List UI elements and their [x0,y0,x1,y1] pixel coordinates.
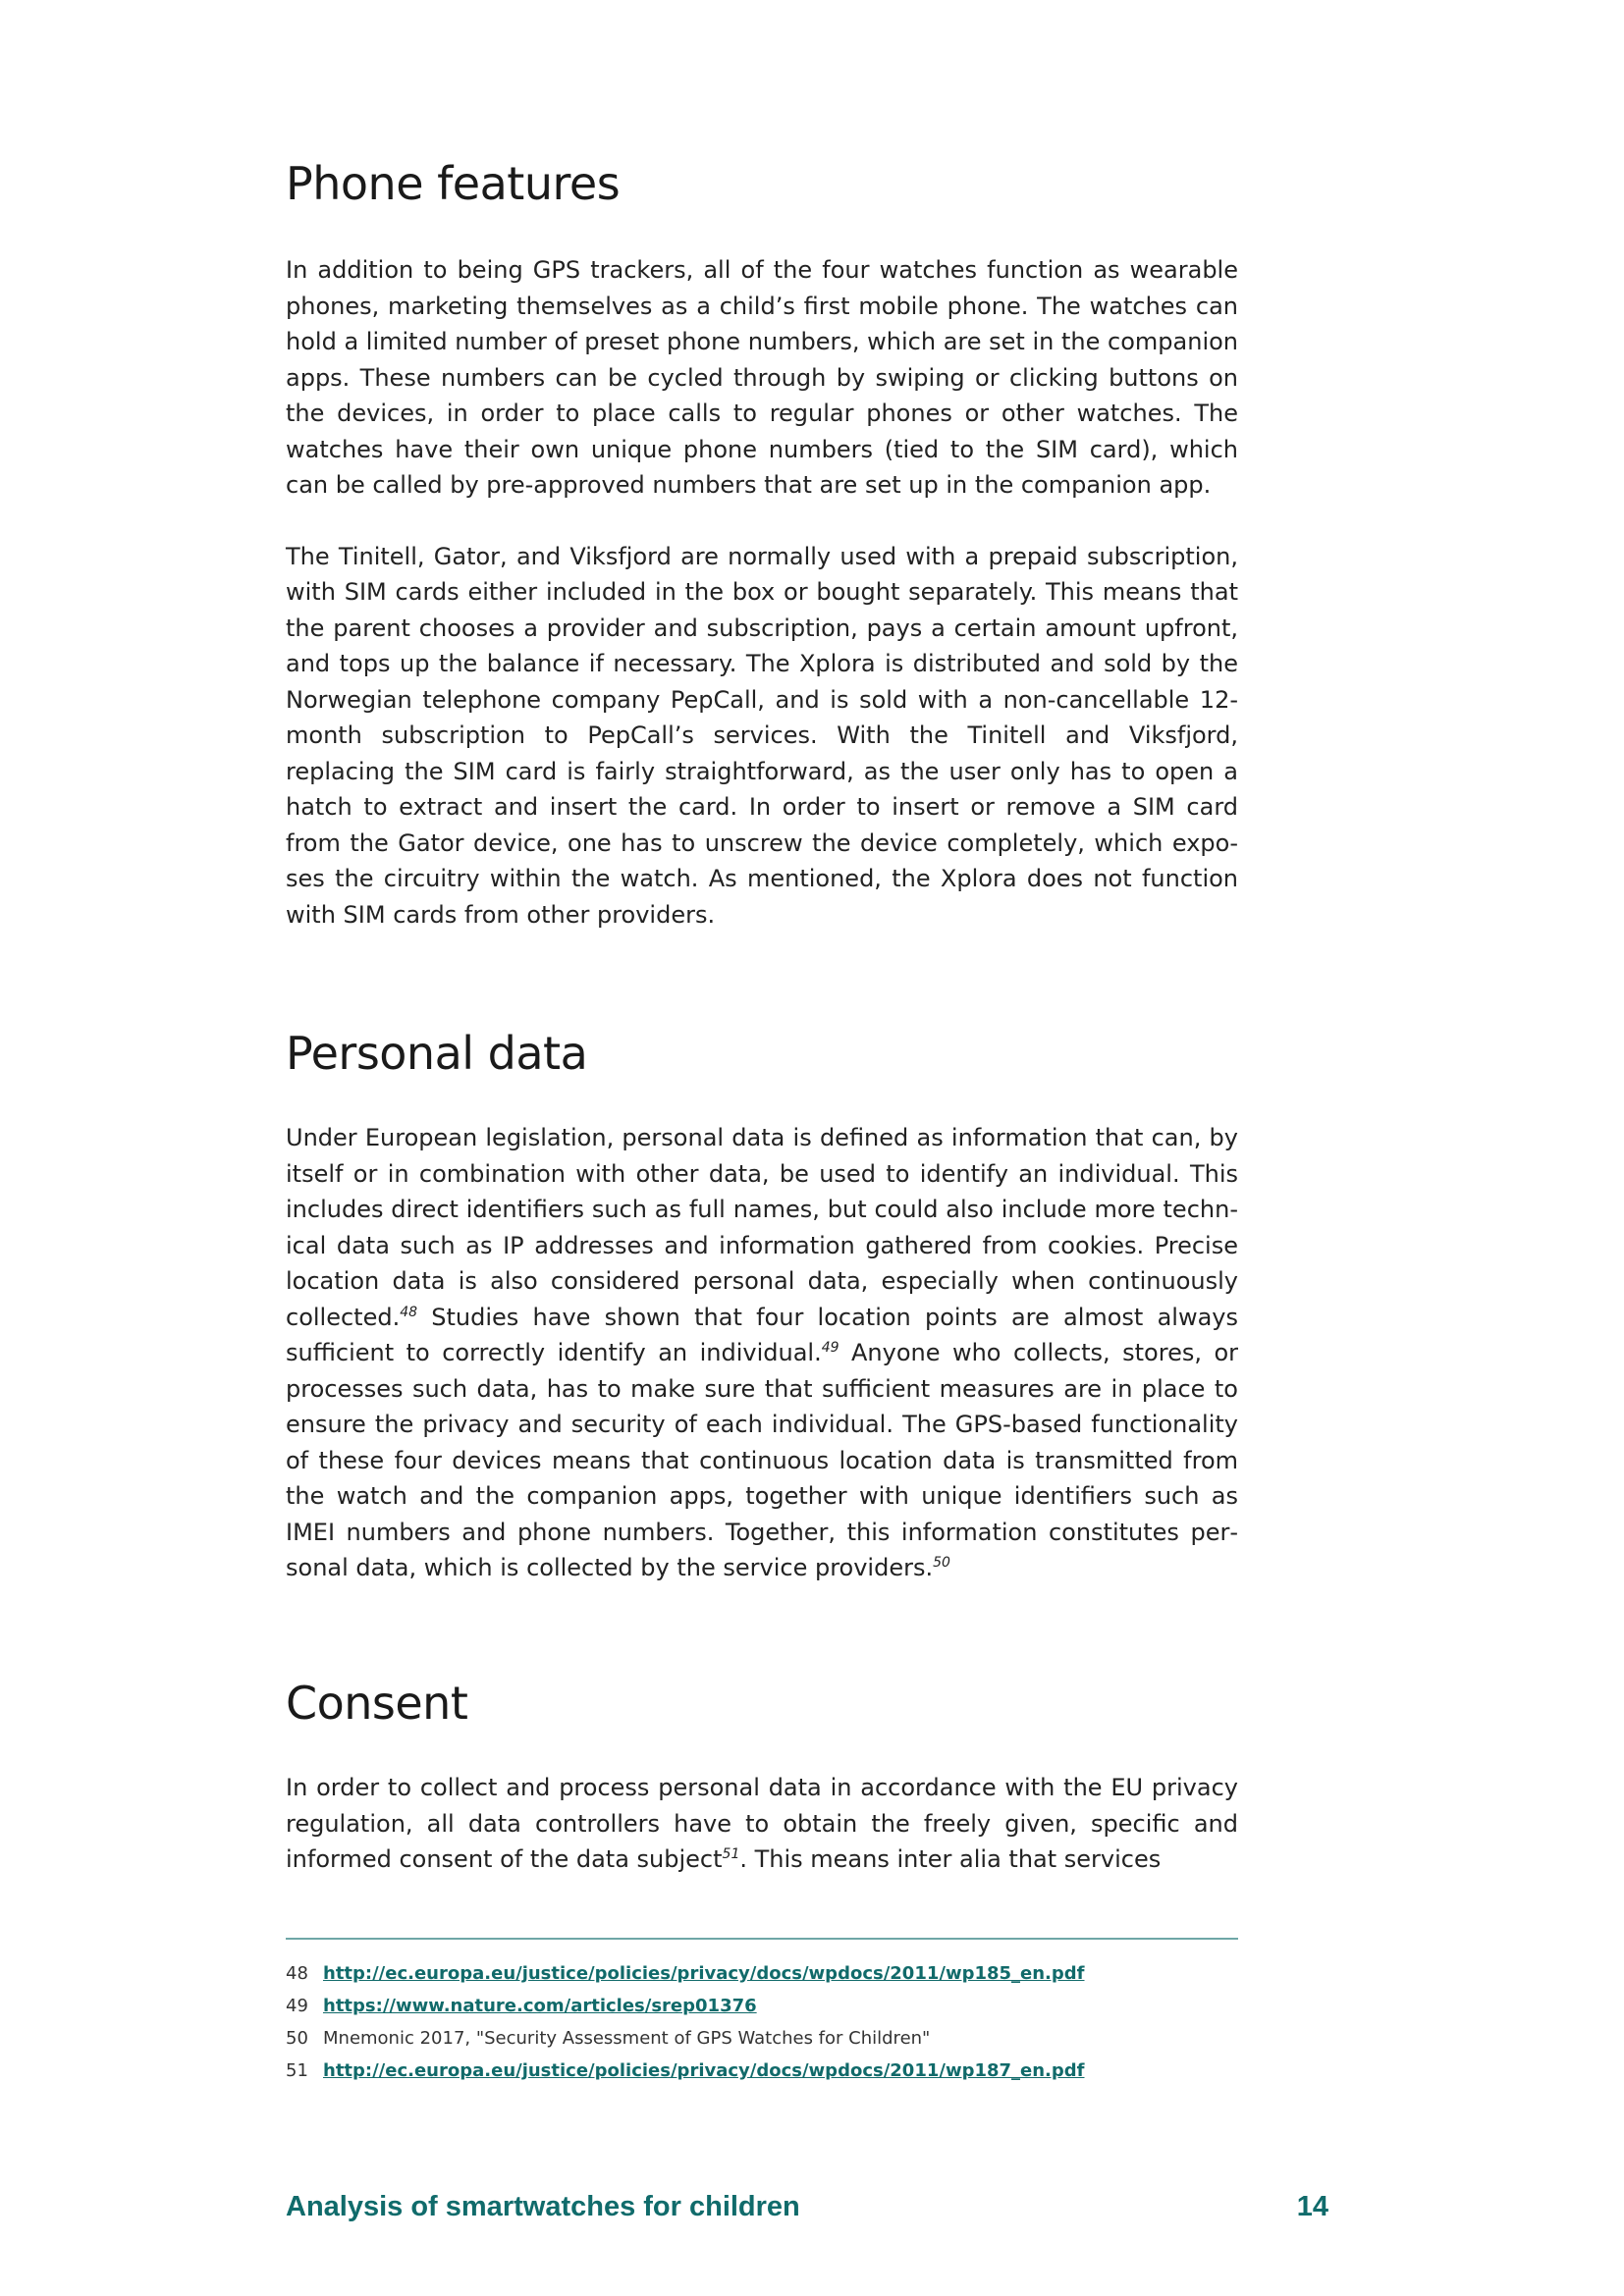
footnote-item [286,2022,1238,2055]
footnote-number: 50 [286,2028,308,2049]
footnote-number: 49 [286,1996,308,2016]
paragraph: In addition to being GPS trackers, all of the four watches function as wearable phones, marketing themselves as a child’s first mobile phone. The watches can hold a limited number of preset phone numbers, which are set in the companion apps. These numbers can be cycled through by swiping or clicking buttons on the devices, in order to place calls to regular phones or other watches. The watches have their own unique phone numbers (tied to the SIM card), which can be called by pre-approved numbers that are set up in the companion app. [286,256,1238,500]
footnote-text: Mnemonic 2017, "Security Assessment of GPS Watches for Children" [323,2028,931,2049]
paragraph [286,1120,1238,1586]
page-content [286,157,1238,1878]
footnote-link[interactable]: http://ec.europa.eu/justice/policies/privacy/docs/wpdocs/2011/wp187_en.pdf [323,2060,1085,2081]
paragraph: The Tinitell, Gator, and Viksfjord are normally used with a prepaid subscription, with SIM cards either included in the box or bought separately. This means that the parent chooses a provider and subscription, pays a certain amount upfront, and tops up the balance if necessary. The Xplora is distributed and sold by the Norwegian telephone company PepCall, and is sold with a non-cancellable 12-month subscription to PepCall’s services. With the Tinitell and Viksfjord, replacing the SIM card is fairly straightforward, as the user only has to open a hatch to extract and insert the card. In order to insert or remove a SIM card from the Gator device, one has to unscrew the device completely, which exposes the circuitry within the watch. As mentioned, the Xplora does not function with SIM cards from other providers. [286,542,1238,929]
section-consent [286,1677,1238,1878]
text-run: . This means inter alia that services [739,1845,1162,1874]
text-run: In order to collect and process personal data in accordance with the EU privacy regulation, all data controllers have to obtain the freely given, specific and informed consent of the data subject [286,1774,1238,1874]
footnote-link[interactable]: https://www.nature.com/articles/srep01376 [323,1996,757,2016]
document-title: Analysis of smartwatches for children [286,2191,800,2222]
page-footer [286,2191,1328,2223]
footnote-link[interactable]: http://ec.europa.eu/justice/policies/privacy/docs/wpdocs/2011/wp185_en.pdf [323,1963,1085,1984]
footnote-item [286,2055,1238,2087]
footnote-divider [286,1938,1238,1940]
footnote-item [286,1990,1238,2022]
footnotes-list [286,1957,1238,2087]
section-personal-data [286,1027,1238,1586]
paragraph [286,1770,1238,1878]
footnote-reference[interactable]: 51 [722,1846,740,1863]
page-number: 14 [1296,2191,1328,2222]
footnote-reference[interactable]: 48 [400,1304,418,1320]
footnote-number: 48 [286,1963,308,1984]
text-run: Anyone who collects, stores, or processes such data, has to make sure that sufficient measures are in place to ensure the privacy and security of each individual. The GPS-based functionality of these four devices means that continuous location data is transmitted from the watch and the companion apps, together with unique identifiers such as IMEI numbers and phone numbers. Together, this information constitutes personal data, which is collected by the service providers. [286,1339,1239,1582]
heading-phone-features: Phone features [286,157,621,210]
heading-consent: Consent [286,1676,468,1730]
text-run: Under European legislation, personal data is defined as information that can, by itself or in combination with other data, be used to identify an individual. This includes direct identifiers such as full names, but could also include more technical data such as IP addresses and information gathered from cookies. Precise location data is also considered personal data, especially when continuously collected. [286,1124,1238,1331]
footnote-item [286,1957,1238,1990]
section-phone-features [286,157,1238,933]
footnote-number: 51 [286,2060,308,2081]
footnote-reference[interactable]: 50 [933,1555,950,1572]
heading-personal-data: Personal data [286,1027,588,1081]
text-run: Studies have shown that four location points are almost always sufficient to correctly identify an individual. [286,1303,1238,1367]
footnote-reference[interactable]: 49 [821,1340,839,1357]
